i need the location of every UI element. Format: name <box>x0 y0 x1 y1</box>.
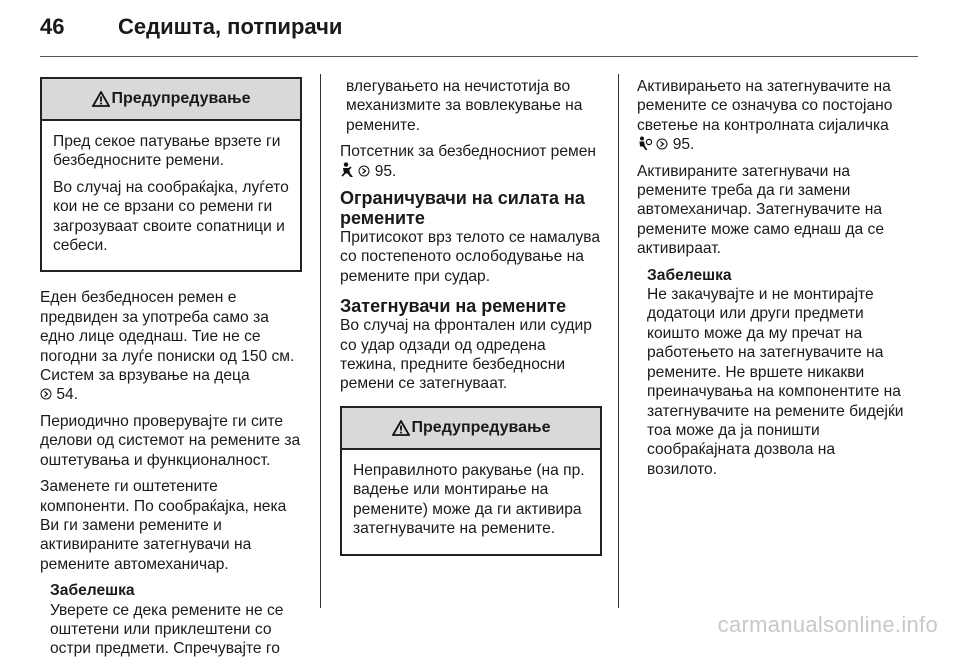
paragraph-reminder: Потсетник за безбедносниот ремен 95. <box>340 143 597 180</box>
warning-text-1: Пред секое патување врзете ги безбедносните ремени. <box>53 133 281 170</box>
paragraph-replace-components: Заменете ги оштетените компоненти. По сообраќајка, нека Ви ги замени ремените и активираните затегнувачи на ремените автомеханичар. <box>40 478 287 573</box>
warning-title: Предупредување <box>111 90 251 108</box>
warning-text-2: Во случај на сообраќајка, луѓето кои не се врзани со ремени ги загрозуваат своите сопатници и себеси. <box>53 178 289 255</box>
paragraph-pretensioners: Во случај на фронтален или судир со удар одзади од одредена тежина, предните безбедносни ремени се затегнуваат. <box>340 317 592 393</box>
note-title: Забелешка <box>647 266 732 284</box>
note-text: Уверете се дека ремените не се оштетени или приклештени со остри предмети. Спречувајте го <box>50 601 284 658</box>
section-heading-limiters: Ограничувачи на силата на ремените <box>340 188 585 229</box>
page-number: 46 <box>40 14 65 39</box>
header-divider <box>40 56 918 57</box>
paragraph-periodic-check: Периодично проверувајте ги сите делови од системот на ремените за оштетувања и функционалност. <box>40 412 301 469</box>
warning-header <box>342 408 600 450</box>
warning-triangle-icon <box>92 91 110 107</box>
paragraph-single-person: Еден безбедносен ремен е предвиден за употреба само за едно лице одеднаш. Тие не се погодни за луѓе пониски од 150 см. Систем за врзување на деца 54. <box>40 289 295 404</box>
page-reference[interactable]: 95. <box>374 162 397 180</box>
note-2 <box>637 266 909 479</box>
page-reference-arrow-icon <box>358 165 370 177</box>
warning-box-2 <box>340 406 602 556</box>
paragraph-replacement: Активираните затегнувачи на ремените треба да ги замени автомеханичар. Затегнувачите на ремените може само еднаш да се активираат. <box>637 162 885 258</box>
airbag-pretensioner-icon <box>637 136 652 151</box>
warning-header <box>42 79 300 121</box>
warning-title: Предупредување <box>411 419 551 437</box>
page-reference[interactable]: 54. <box>56 386 79 404</box>
paragraph-limiters: Притисокот врз телото се намалува со постепеното ослободување на ремените при судар. <box>340 229 601 285</box>
note-title: Забелешка <box>50 582 135 600</box>
column-divider-2 <box>618 74 619 608</box>
column-3 <box>637 77 909 479</box>
section-heading-pretensioners: Затегнувачи на ремените <box>340 296 567 317</box>
warning-text: Неправилното ракување (на пр. вадење или монтирање на ремените) може да ги активира затегнувачите на ремените. <box>353 461 585 538</box>
page-title: Седишта, потпирачи <box>118 14 343 39</box>
paragraph-dirt: влегувањето на нечистотија во механизмите за вовлекување на ремените. <box>346 78 583 134</box>
paragraph-activation: Активирањето на затегнувачите на ремените се означува со постојано светење на контролната сијаличка 95. <box>637 78 893 154</box>
page-reference-arrow-icon <box>656 138 668 150</box>
page-header <box>40 14 342 40</box>
column-1 <box>40 77 302 659</box>
warning-box-1 <box>40 77 302 272</box>
note-text: Не закачувајте и не монтирајте додатоци или други предмети коишто може да му пречат на работењето на затегнувачите на ремените. Не вршете никакви преиначувања на компонентите на затегнувачите на ремените бидејќи тоа може да ја поништи сообраќајната дозвола на возилото. <box>647 286 904 478</box>
column-divider-1 <box>320 74 321 608</box>
warning-triangle-icon <box>392 420 410 436</box>
page-reference[interactable]: 95. <box>672 136 695 154</box>
seatbelt-reminder-icon <box>340 162 354 178</box>
page-reference-arrow-icon <box>40 388 52 400</box>
column-2 <box>340 77 602 572</box>
watermark: carmanualsonline.info <box>717 612 938 637</box>
note-1 <box>40 581 302 659</box>
